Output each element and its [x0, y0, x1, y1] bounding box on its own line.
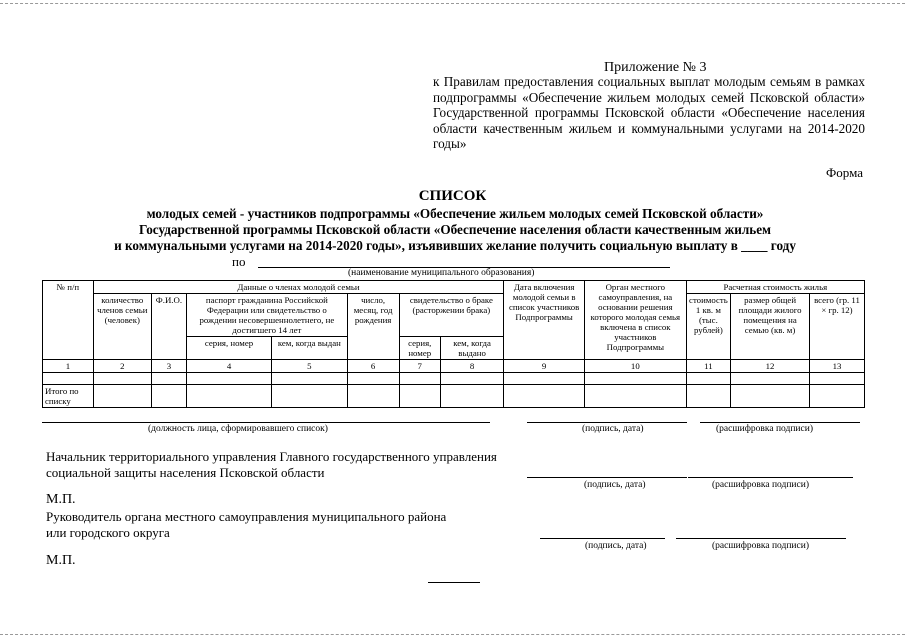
stamp-label: М.П. — [46, 492, 76, 507]
po-label: по — [232, 254, 246, 269]
col-number: 2 — [93, 360, 151, 373]
signature-line — [527, 477, 687, 478]
header-fio: Ф.И.О. — [151, 294, 186, 360]
sign-decode-caption: (расшифровка подписи) — [712, 480, 809, 490]
head-position-text — [46, 449, 497, 481]
list-title: СПИСОК — [418, 188, 487, 204]
header-num: № п/п — [43, 281, 94, 360]
participants-table — [42, 280, 865, 408]
col-number: 12 — [731, 360, 810, 373]
col-number: 8 — [440, 360, 503, 373]
signature-line — [527, 422, 687, 423]
header-total: всего (гр. 11 × гр. 12) — [809, 294, 864, 360]
leader-position-text — [46, 509, 446, 541]
leader-position-line: Руководитель органа местного самоуправления муниципального района — [46, 509, 447, 524]
appendix-text: к Правилам предоставления социальных выплат молодым семьям в рамках подпрограммы «Обеспечение жильем молодых семей Псковской области» Государственной программы Псковской области «Обеспечение населения области качественным жильем и коммунальными услугами на 2014-2020 годы» — [433, 74, 865, 151]
col-number: 9 — [504, 360, 585, 373]
decode-line — [700, 422, 860, 423]
decode-line — [688, 477, 853, 478]
header-passport: паспорт гражданина Российской Федерации или свидетельство о рождении несовершеннолетнего, не достигшего 14 лет — [187, 294, 348, 337]
position-line — [42, 422, 490, 423]
head-position-line: социальной защиты населения Псковской области — [46, 465, 325, 480]
sign-date-caption: (подпись, дата) — [584, 480, 646, 490]
bottom-border — [0, 634, 905, 635]
table-header-row — [43, 294, 865, 337]
sign-date-caption: (подпись, дата) — [582, 424, 644, 434]
header-members-count: количество членов семьи (человек) — [93, 294, 151, 360]
empty-row — [43, 373, 865, 385]
col-number: 1 — [43, 360, 94, 373]
bottom-mark-line — [428, 582, 480, 583]
col-number: 11 — [686, 360, 731, 373]
form-label: Форма — [826, 165, 863, 180]
head-position-line: Начальник территориального управления Главного государственного управления — [46, 449, 497, 464]
list-subtitle-line: молодых семей - участников подпрограммы «Обеспечение жильем молодых семей Псковской области» — [146, 206, 764, 221]
leader-position-line: или городского округа — [46, 525, 170, 540]
column-number-row — [43, 360, 865, 373]
header-series-number-2: серия, номер — [399, 337, 440, 360]
header-marriage: свидетельство о браке (расторжении брака) — [399, 294, 504, 337]
list-subtitle-line: и коммунальными услугами на 2014-2020 годы», изъявивших желание получить социальную выплату в ____ году — [114, 238, 796, 253]
header-birth: число, месяц, год рождения — [347, 294, 399, 360]
col-number: 5 — [272, 360, 348, 373]
header-authority: Орган местного самоуправления, на основании решения которого молодая семья включена в список участников Подпрограммы — [585, 281, 687, 360]
appendix-title: Приложение № 3 — [604, 60, 707, 75]
sign-decode-caption: (расшифровка подписи) — [716, 424, 813, 434]
list-subtitle-line: Государственной программы Псковской области «Обеспечение населения области качественным жильем — [138, 222, 772, 237]
col-number: 13 — [809, 360, 864, 373]
col-number: 3 — [151, 360, 186, 373]
header-area: размер общей площади жилого помещения на семью (кв. м) — [731, 294, 810, 360]
position-caption: (должность лица, сформировавшего список) — [148, 424, 328, 434]
col-number: 10 — [585, 360, 687, 373]
header-cost-sqm: стоимость 1 кв. м (тыс. рублей) — [686, 294, 731, 360]
col-number: 7 — [399, 360, 440, 373]
header-calc-cost: Расчетная стоимость жилья — [686, 281, 864, 294]
top-border — [0, 3, 905, 4]
total-row-label: Итого по списку — [43, 385, 94, 408]
total-row — [43, 385, 865, 408]
header-series-number: серия, номер — [187, 337, 272, 360]
signature-line — [540, 538, 665, 539]
sign-date-caption: (подпись, дата) — [585, 541, 647, 551]
col-number: 4 — [187, 360, 272, 373]
sign-decode-caption: (расшифровка подписи) — [712, 541, 809, 551]
header-issued-by-2: кем, когда выдано — [440, 337, 503, 360]
header-inclusion-date: Дата включения молодой семьи в список участников Подпрограммы — [504, 281, 585, 360]
col-number: 6 — [347, 360, 399, 373]
list-subtitle — [60, 206, 850, 254]
decode-line — [676, 538, 846, 539]
stamp-label: М.П. — [46, 553, 76, 568]
header-family-data: Данные о членах молодой семьи — [93, 281, 503, 294]
table-header-row — [43, 281, 865, 294]
header-issued-by: кем, когда выдан — [272, 337, 348, 360]
municipality-caption: (наименование муниципального образования) — [348, 268, 535, 278]
